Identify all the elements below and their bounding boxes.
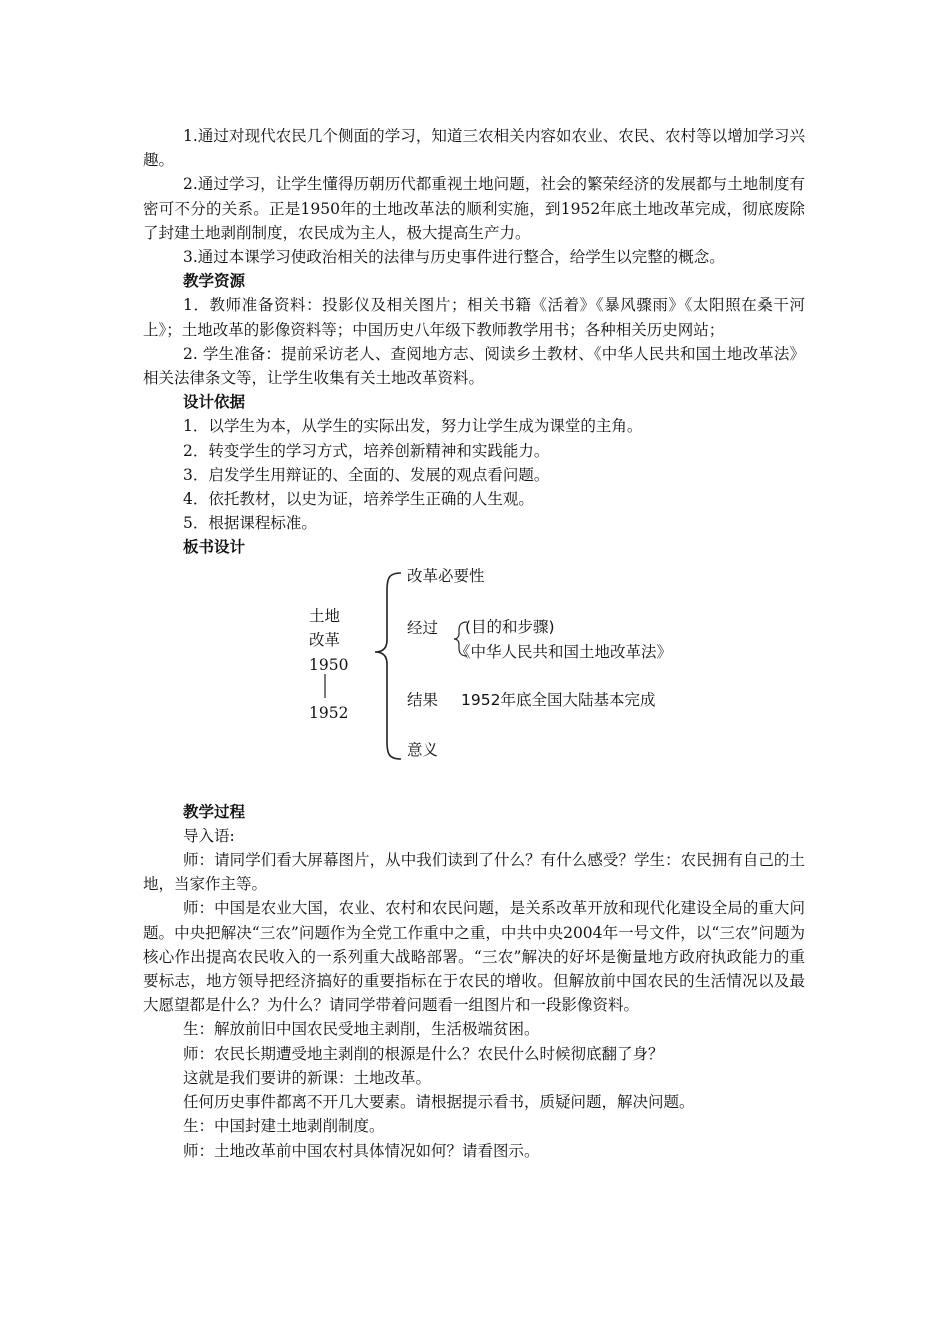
resources-heading: 教学资源 (183, 272, 246, 291)
objective-3: 3.通过本课学习使政治相关的法律与历史事件进行整合，给学生以完整的概念。 (183, 248, 725, 267)
process-paragraph-8: 生：中国封建土地剥削制度。 (183, 1117, 385, 1136)
design-basis-item-4: 4．依托教材，以史为证，培养学生正确的人生观。 (183, 490, 534, 509)
document-content (143, 124, 805, 1163)
process-paragraph-3: 师：中国是农业大国，农业、农村和农民问题，是关系改革开放和现代化建设全局的重大问题。中央把解决“三农”问题作为全党工作重中之重，中共中央2004年一号文件，以“三农”问题为核心作出提高农民收入的一系列重大战略部署。“三农”解决的好坏是衡量地方政府执政能力的重要标志，地方领导把经济搞好的重要指标在于农民的增收。但解放前中国农民的生活情况以及最大愿望都是什么？为什么？请同学带着问题看一组图片和一段影像资料。 (143, 899, 805, 1015)
board-year-end: 1952 (309, 703, 349, 722)
design-basis-item-1: 1．以学生为本，从学生的实际出发，努力让学生成为课堂的主角。 (183, 417, 643, 436)
resource-item-2: 2. 学生准备：提前采访老人、查阅地方志、阅读乡土教材、《中华人民共和国土地改革法》相关法律条文等，让学生收集有关土地改革资料。 (143, 344, 805, 388)
main-brace (375, 573, 401, 759)
process-heading: 教学过程 (183, 802, 246, 821)
design-basis-item-2: 2．转变学生的学习方式，培养创新精神和实践能力。 (183, 441, 550, 460)
board-process-sub2: 《中华人民共和国土地改革法》 (455, 642, 673, 661)
board-diagram (143, 564, 805, 786)
process-paragraph-5: 师：农民长期遭受地主剥削的根源是什么？农民什么时候彻底翻了身？ (183, 1044, 664, 1063)
process-paragraph-7: 任何历史事件都离不开几大要素。请根据提示看书，质疑问题，解决问题。 (183, 1093, 695, 1112)
process-paragraph-9: 师：土地改革前中国农村具体情况如何？请看图示。 (183, 1141, 540, 1160)
board-result: 结果 (407, 690, 439, 709)
board-year-start: 1950 (309, 655, 349, 674)
process-paragraph-1: 导入语: (183, 826, 235, 845)
resource-item-1: 1．教师准备资料：投影仪及相关图片；相关书籍《活着》《暴风骤雨》《太阳照在桑干河上》；土地改革的影像资料等；中国历史八年级下教师教学用书；各种相关历史网站； (143, 296, 805, 339)
design-basis-item-5: 5．根据课程标准。 (183, 514, 317, 533)
board-significance: 意义 (407, 740, 439, 759)
process-paragraph-4: 生：解放前旧中国农民受地主剥削，生活极端贫困。 (183, 1020, 540, 1039)
board-title-line1: 土地 (309, 606, 341, 625)
process-paragraph-6: 这就是我们要讲的新课：土地改革。 (183, 1068, 432, 1087)
board-process: 经过 (407, 618, 439, 637)
design-basis-heading: 设计依据 (183, 393, 246, 412)
board-necessity: 改革必要性 (407, 566, 485, 585)
board-result-text: 1952年底全国大陆基本完成 (461, 690, 656, 709)
objective-2: 2.通过学习，让学生懂得历朝历代都重视土地问题，社会的繁荣经济的发展都与土地制度有密可不分的关系。正是1950年的土地改革法的顺利实施，到1952年底土地改革完成，彻底废除了封建土地剥削制度，农民成为主人，极大提高生产力。 (143, 175, 805, 242)
design-basis-item-3: 3．启发学生用辩证的、全面的、发展的观点看问题。 (183, 465, 550, 484)
board-heading: 板书设计 (183, 538, 246, 557)
board-process-sub1: (目的和步骤) (465, 617, 555, 636)
process-paragraph-2: 师：请同学们看大屏幕图片，从中我们读到了什么？有什么感受？学生：农民拥有自己的土地，当家作主等。 (143, 851, 805, 894)
objective-1: 1.通过对现代农民几个侧面的学习，知道三农相关内容如农业、农民、农村等以增加学习兴趣。 (143, 127, 805, 170)
board-brackets (143, 564, 805, 786)
board-title-line2: 改革 (309, 630, 341, 649)
